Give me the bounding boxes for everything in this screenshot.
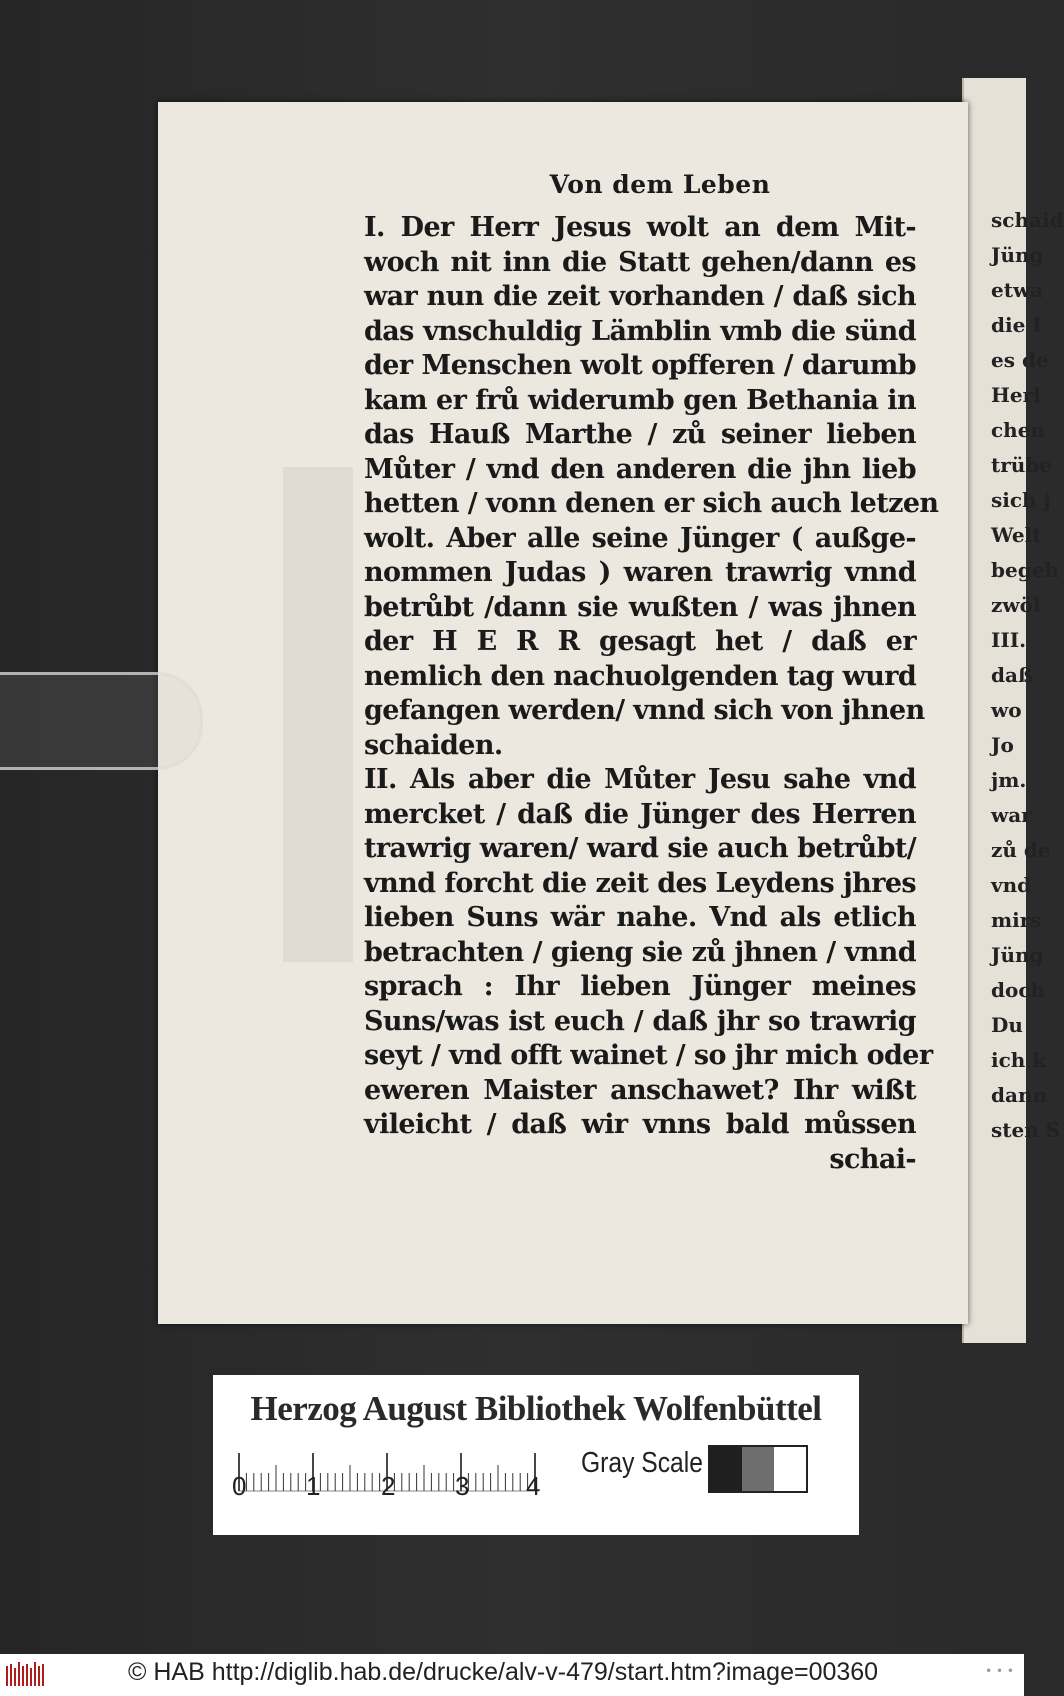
text-line: kam er frů widerumb gen Bethania in [364, 384, 916, 416]
facing-page-text [964, 203, 1064, 1148]
text-line: hetten / vonn denen er sich auch letzen [364, 488, 939, 519]
gray-scale-label: Gray Scale [581, 1447, 703, 1479]
catchword: schai- [829, 1143, 916, 1175]
footer-bar [0, 1654, 1024, 1696]
gray-swatch [774, 1447, 806, 1491]
facing-page-fragment: dann [991, 1083, 1048, 1107]
text-line: gefangen werden/ vnnd sich von jhnen [364, 695, 925, 726]
facing-page-fragment: sich j [991, 488, 1051, 512]
text-line: der Menschen wolt opfferen / darumb [364, 350, 916, 381]
facing-page-fragment: zwöl [991, 593, 1041, 617]
ruler-number: 1 [306, 1471, 321, 1501]
facing-page-fragment: war [991, 803, 1032, 827]
facing-page-fragment: Jo [991, 733, 1014, 757]
facing-page-fragment: Jüng [991, 243, 1044, 267]
text-line: trawrig waren/ ward sie auch betrůbt/ [364, 833, 916, 864]
text-line: woch nit inn die Statt gehen/dann es [364, 246, 916, 278]
running-head: Von dem Leben [549, 170, 771, 199]
text-line: betrachten / gieng sie zů jhnen / vnnd [364, 936, 916, 968]
text-line: lieben Suns wär nahe. Vnd als etlich [364, 902, 916, 933]
facing-page-fragment: wo [991, 698, 1022, 722]
facing-page-fragment: Jüng [991, 943, 1044, 967]
gray-swatch [710, 1447, 742, 1491]
copyright-url-text: © HAB http://diglib.hab.de/drucke/alv-v-479/start.htm?image=00360 [128, 1658, 879, 1686]
text-line: II. Als aber die Můter Jesu sahe vnd [364, 764, 916, 795]
facing-page-fragment: Welt [991, 523, 1042, 547]
page-text-block [364, 170, 939, 1177]
text-line: das Hauß Marthe / zů seiner lieben [364, 419, 916, 450]
text-line: war nun die zeit vorhanden / daß sich [364, 281, 916, 312]
facing-page-fragment: trübe [991, 453, 1053, 477]
facing-page-fragment: Du [991, 1013, 1023, 1037]
gray-swatch [742, 1447, 774, 1491]
hab-logo-icon [6, 1662, 46, 1688]
facing-page-fragment: vnd [991, 873, 1032, 897]
facing-page-fragment: Herl [991, 383, 1041, 407]
text-line: nommen Judas ) waren trawrig vnnd [364, 557, 916, 588]
text-line: vileicht / daß wir vnns bald můssen [364, 1109, 916, 1140]
text-line: seyt / vnd offt wainet / so jhr mich oder [364, 1040, 933, 1071]
facing-page-fragment: die I [991, 313, 1042, 337]
text-line: Suns/was ist euch / daß jhr so trawrig [364, 1005, 916, 1037]
library-color-chart [213, 1375, 859, 1535]
facing-page-fragment: sten S [991, 1118, 1061, 1142]
text-line: I. Der Herr Jesus wolt an dem Mit- [364, 212, 916, 243]
footer-dots: • • • [985, 1664, 1014, 1678]
facing-page-fragment: III. [991, 628, 1027, 652]
library-name: Herzog August Bibliothek Wolfenbüttel [250, 1389, 822, 1428]
page-holder-clip [0, 672, 203, 770]
text-line: betrůbt /dann sie wußten / was jhnen [364, 591, 916, 623]
text-line: der H E R R gesagt het / daß er [364, 626, 916, 657]
facing-page-fragment: ich k [991, 1048, 1047, 1072]
text-line: nemlich den nachuolgenden tag wurd [364, 660, 917, 692]
ruler-number: 2 [381, 1471, 396, 1501]
facing-page-fragment: daß [991, 663, 1034, 687]
text-line: eweren Maister anschawet? Ihr wißt [364, 1074, 916, 1106]
facing-page-fragment: mirs [991, 908, 1042, 932]
text-line: das vnschuldig Lämblin vmb die sünd [364, 315, 916, 347]
gray-scale-swatches [708, 1445, 808, 1493]
facing-page-fragment: zů de [991, 838, 1051, 862]
facing-page-edge [962, 78, 1064, 1343]
text-line: wolt. Aber alle seine Jünger ( außge- [364, 522, 916, 554]
text-lines [364, 211, 939, 1143]
ruler-number: 0 [232, 1471, 247, 1501]
facing-page-fragment: doch [991, 978, 1046, 1002]
facing-page-fragment: begeh [991, 558, 1059, 582]
ruler-number: 4 [526, 1471, 541, 1501]
facing-page-fragment: etwa [991, 278, 1044, 302]
facing-page-fragment: es de [991, 348, 1049, 372]
text-line: vnnd forcht die zeit des Leydens jhres [364, 867, 916, 899]
text-line: Můter / vnd den anderen die jhn lieb [364, 453, 916, 485]
text-line: schaiden. [364, 729, 503, 761]
text-line: sprach : Ihr lieben Jünger meines [364, 971, 916, 1002]
facing-page-fragment: schaid [991, 208, 1064, 232]
facing-page-fragment: jm. [991, 768, 1027, 792]
facing-page-fragment: chen [991, 418, 1045, 442]
text-line: mercket / daß die Jünger des Herren [364, 798, 916, 830]
ruler-number: 3 [455, 1471, 470, 1501]
